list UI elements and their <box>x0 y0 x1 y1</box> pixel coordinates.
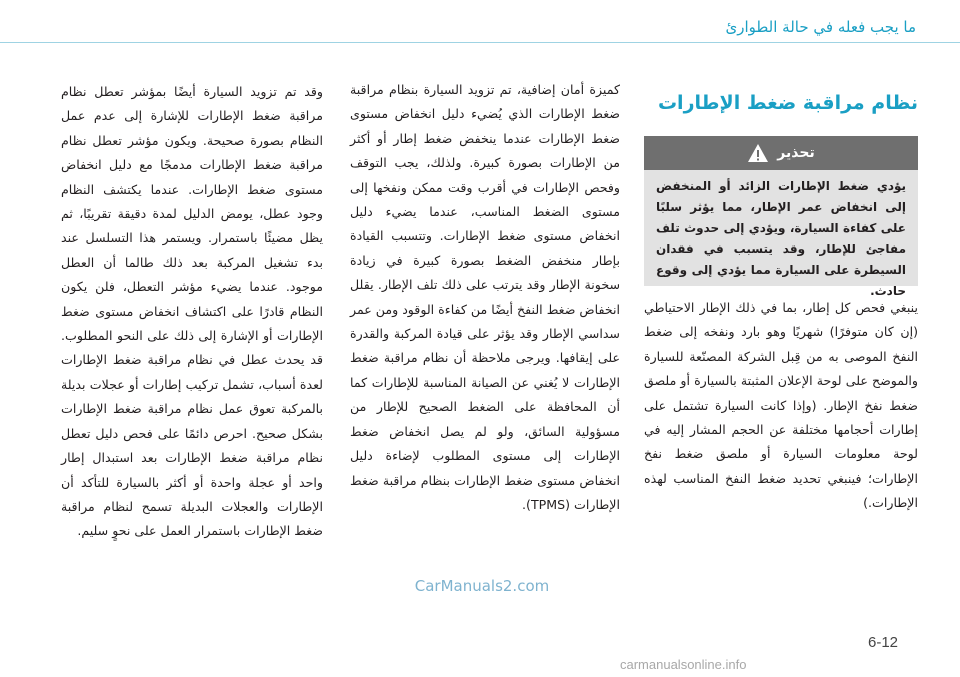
warning-box <box>644 136 918 298</box>
chapter-title: ما يجب فعله في حالة الطوارئ <box>725 18 916 36</box>
paragraph: وقد تم تزويد السيارة أيضًا بمؤشر تعطل نظام مراقبة ضغط الإطارات للإشارة إلى عدم عمل النظام بصورة صحيحة. ويكون مؤشر تعطل نظام مراقبة ضغط الإطارات مدمجًا مع دليل انخفاض مستوى ضغط الإطارات. عندما يكتشف النظام وجود عطل، يومض الدليل لمدة دقيقة تقريبًا، ثم يظل مضيئًا باستمرار. ويستمر هذا التسلسل عند بدء تشغيل المركبة بعد ذلك طالما أن العطل موجود. عندما يضيء مؤشر التعطل، فلن يكون النظام قادرًا على اكتشاف انخفاض مستوى ضغط الإطارات أو الإشارة إلى ذلك على النحو المطلوب. قد يحدث عطل في نظام مراقبة ضغط الإطارات لعدة أسباب، تشمل تركيب إطارات أو عجلات بديلة بالمركبة تعوق عمل نظام مراقبة ضغط الإطارات بشكل صحيح. احرص دائمًا على فحص دليل تعطل نظام مراقبة ضغط الإطارات بعد استبدال إطار واحد أو عجلة واحدة أو أكثر بالسيارة للتأكد أن الإطارات والعجلات البديلة تسمح لنظام مراقبة ضغط الإطارات باستمرار العمل على نحوٍ سليم. <box>61 84 323 539</box>
page-number: 6-12 <box>868 634 899 651</box>
left-column <box>61 80 323 539</box>
warning-header <box>644 136 918 170</box>
paragraph: ينبغي فحص كل إطار، بما في ذلك الإطار الاحتياطي (إن كان متوفرًا) شهريًا وهو بارد ونفخه إلى ضغط النفخ الموصى به من قِبل الشركة المصنّعة للسيارة والموضح على لوحة الإعلان المثبتة بالسيارة أو ملصق ضغط نفخ الإطار. (وإذا كانت السيارة تشتمل على إطارات أحجامها مختلفة عن الحجم المشار إليه في لوحة معلومات السيارة أو ملصق ضغط نفخ الإطارات؛ فينبغي تحديد ضغط النفخ المناسب لهذه الإطارات.) <box>644 300 918 511</box>
footer-site-text: carmanualsonline.info <box>620 657 747 672</box>
warning-text: يؤدي ضغط الإطارات الزائد أو المنخفض إلى انخفاض عمر الإطار، مما يؤثر سلبًا على كفاءة السيارة، ويؤدي إلى حدوث تلف مفاجئ للإطار، وقد يتسبب في فقدان السيطرة على السيارة مما يؤدي إلى وقوع حادث. <box>656 179 906 298</box>
watermark: CarManuals2.com <box>414 577 550 595</box>
warning-triangle-icon <box>747 143 769 163</box>
paragraph: كميزة أمان إضافية، تم تزويد السيارة بنظام مراقبة ضغط الإطارات الذي يُضيء دليل انخفاض مستوى ضغط الإطارات عندما ينخفض ضغط إطار أو أكثر من الإطارات بصورة كبيرة. ولذلك، يجب التوقف وفحص الإطارات في أقرب وقت ممكن ونفخها إلى مستوى الضغط المناسب، عندما يضيء دليل انخفاض مستوى ضغط الإطارات. وتتسبب القيادة بإطار منخفض الضغط بصورة كبيرة في زيادة سخونة الإطار وقد يترتب على ذلك تلف الإطار. يقلل انخفاض ضغط النفخ أيضًا من كفاءة الوقود ومن عمر سداسي الإطار وقد يؤثر على قيادة المركبة والقدرة على إيقافها. ويرجى ملاحظة أن نظام مراقبة ضغط الإطارات لا يُغني عن الصيانة المناسبة للإطارات كما أن المحافظة على الضغط الصحيح للإطار من مسؤولية السائق، ولو لم يصل انخفاض ضغط الإطارات إلى مستوى المطلوب لإضاءة دليل انخفاض مستوى ضغط الإطارات بنظام مراقبة ضغط الإطارات (TPMS). <box>350 82 620 512</box>
right-column-body <box>644 296 918 516</box>
middle-column <box>350 78 620 518</box>
header-rule <box>0 42 960 43</box>
section-title: نظام مراقبة ضغط الإطارات <box>657 92 918 114</box>
warning-label: تحذير <box>777 145 815 161</box>
page-header <box>0 14 960 44</box>
